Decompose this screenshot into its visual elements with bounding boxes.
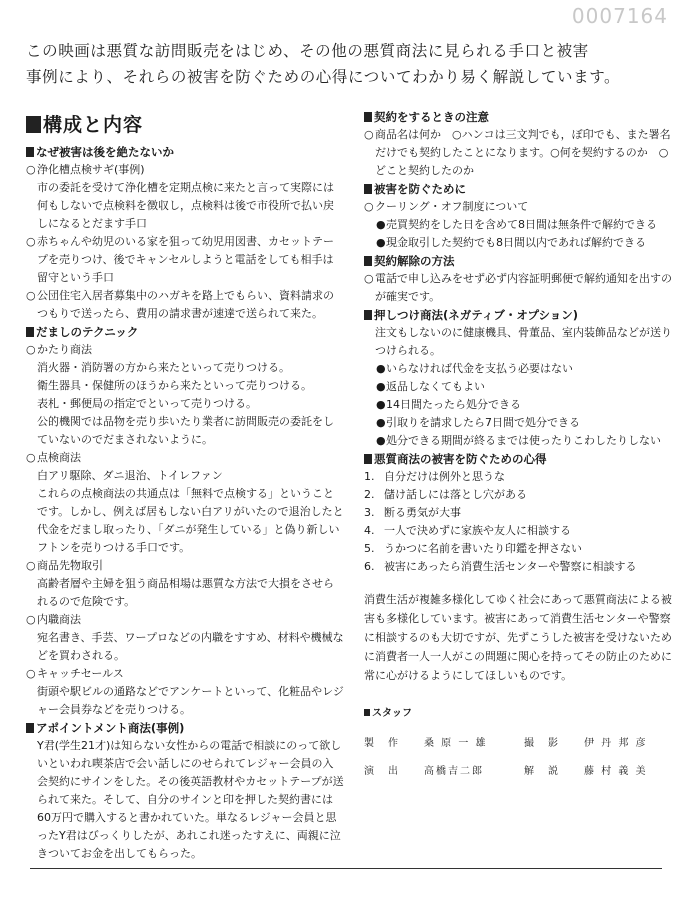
square-bullet-icon — [364, 256, 372, 266]
item-number: 5. — [364, 542, 375, 555]
item-number: 6. — [364, 560, 375, 573]
body-text: 公的機関では品物を売り歩いたり業者に訪問販売の委託をしていないのでだまされないように。 — [37, 415, 334, 446]
item-text: 商品先物取引 — [37, 559, 103, 572]
item-number: 1. — [364, 470, 375, 483]
staff-role: 撮 影 — [524, 738, 560, 749]
staff-credit — [524, 763, 674, 781]
subsection-heading — [26, 143, 344, 161]
item-text: 儲け話しには落とし穴がある — [384, 488, 527, 501]
subsection-heading-text: だましのテクニック — [36, 325, 139, 339]
page-stamp: 0007164 — [571, 4, 668, 28]
item-text: 内職商法 — [37, 613, 81, 626]
open-circle-bullet-icon: ○ — [364, 200, 374, 213]
staff-name: 桑 原 一 雄 — [424, 738, 488, 749]
intro-line: この映画は悪質な訪問販売をはじめ、その他の悪質商法に見られる手口と被害 — [26, 42, 589, 60]
numbered-item — [364, 468, 674, 486]
item-text: 14日間たったら処分できる — [386, 398, 521, 411]
staff-section — [364, 705, 674, 781]
subsection-heading — [26, 719, 344, 737]
open-circle-bullet-icon: ○ — [26, 235, 36, 248]
list-item — [26, 341, 344, 359]
square-bullet-icon — [364, 112, 372, 122]
item-text: 浄化槽点検サギ(事例) — [37, 163, 145, 176]
list-item — [364, 270, 674, 306]
open-circle-bullet-icon: ○ — [26, 343, 36, 356]
list-item — [26, 161, 344, 179]
item-text: 被害にあったら消費生活センターや警察に相談する — [384, 560, 637, 573]
subsection-heading — [364, 252, 674, 270]
open-circle-bullet-icon: ○ — [364, 128, 374, 141]
intro-paragraph — [26, 38, 671, 90]
bullet-item — [364, 234, 674, 252]
left-content — [26, 143, 344, 863]
staff-heading-text: スタッフ — [372, 708, 412, 719]
bullet-item — [364, 414, 674, 432]
list-item — [364, 126, 674, 180]
subsection-heading — [364, 180, 674, 198]
item-number: 4. — [364, 524, 375, 537]
item-text: 売買契約をした日を含めて8日間は無条件で解約できる — [386, 218, 657, 231]
list-item — [26, 557, 344, 575]
body-text: 消火器・消防署の方から来たといって売りつける。 — [37, 361, 290, 374]
body-text: Y君(学生21才)は知らない女性からの電話で相談にのって欲しいといわれ喫茶店で会い話しにのせられてレジャー会員の入会契約にサインをした。その後英語教材やカセットテープが送られて来た。そして、自分のサインと印を押した契約書には60万円で購入すると書かれていた。単なるレジャー会員と思ったY君はびっくりしたが、あれこれ迷ったすえに、両親に泣きついてお金を出してもらった。 — [37, 739, 344, 860]
body-text: 宛名書き、手芸、ワープロなどの内職をすすめ、材料や機械などを買わされる。 — [37, 631, 344, 662]
subsection-heading — [364, 306, 674, 324]
list-item — [364, 198, 674, 216]
bullet-item — [364, 396, 674, 414]
filled-circle-bullet-icon: ● — [376, 380, 386, 393]
staff-role: 演 出 — [364, 766, 400, 777]
item-text: かたり商法 — [37, 343, 92, 356]
closing-paragraph: 消費生活が複雑多様化してゆく社会にあって悪質商法による被害も多様化しています。被害にあって消費生活センターや警察に相談するのも大切ですが、先ずこうした被害を受けないために消費者一人一人がこの問題に関心を持ってその防止のために常に心がけるようにしてほしいものです。 — [364, 593, 672, 682]
numbered-item — [364, 540, 674, 558]
open-circle-bullet-icon: ○ — [364, 272, 374, 285]
staff-name: 伊 丹 邦 彦 — [584, 738, 648, 749]
staff-name: 藤 村 義 美 — [584, 766, 648, 777]
subsection-heading-text: 契約をするときの注意 — [374, 110, 489, 124]
staff-credits — [364, 735, 674, 781]
item-text: キャッチセールス — [37, 667, 124, 680]
body-text: 表札・郵便局の指定でといって売りつける。 — [37, 397, 257, 410]
subsection-heading — [364, 450, 674, 468]
list-item — [26, 287, 344, 323]
filled-circle-bullet-icon: ● — [376, 236, 386, 249]
staff-credit — [364, 735, 524, 753]
item-number: 3. — [364, 506, 375, 519]
subsection-heading-text: 悪質商法の被害を防ぐための心得 — [374, 452, 547, 466]
subsection-heading-text: アポイントメント商法(事例) — [36, 721, 185, 735]
subsection-heading-text: 被害を防ぐために — [374, 182, 466, 196]
left-column — [26, 112, 344, 863]
staff-name: 高橋吉二郎 — [424, 766, 484, 777]
item-text: いらなければ代金を支払う必要はない — [386, 362, 573, 375]
open-circle-bullet-icon: ○ — [26, 613, 36, 626]
staff-credit — [364, 763, 524, 781]
open-circle-bullet-icon: ○ — [26, 559, 36, 572]
filled-circle-bullet-icon: ● — [376, 398, 386, 411]
numbered-item — [364, 504, 674, 522]
item-text: 断る勇気が大事 — [384, 506, 461, 519]
filled-circle-bullet-icon: ● — [376, 434, 386, 447]
open-circle-bullet-icon: ○ — [26, 289, 36, 302]
staff-credit — [524, 735, 674, 753]
item-text: 引取りを請求したら7日間で処分できる — [386, 416, 580, 429]
body-text: 衛生器具・保健所のほうから来たといって売りつける。 — [37, 379, 312, 392]
item-text: 現金取引した契約でも8日間以内であれば解約できる — [386, 236, 646, 249]
right-column — [364, 108, 674, 781]
staff-role: 解 説 — [524, 766, 560, 777]
item-text: 点検商法 — [37, 451, 81, 464]
body-text: 白アリ駆除、ダニ退治、トイレファン — [37, 469, 223, 482]
numbered-item — [364, 558, 674, 576]
item-text: 赤ちゃんや幼児のいる家を狙って幼児用図書、カセットテープを売りつけ、後でキャンセルしようと電話をしても相手は留守という手口 — [37, 235, 334, 284]
item-text: 返品しなくてもよい — [386, 380, 485, 393]
section-heading — [26, 112, 344, 138]
subsection-heading — [364, 108, 674, 126]
filled-circle-bullet-icon: ● — [376, 362, 386, 375]
subsection-heading-text: 押しつけ商法(ネガティブ・オプション) — [374, 308, 579, 322]
item-text: 公団住宅入居者募集中のハガキを路上でもらい、資料請求のつもりで送ったら、費用の請求書が速達で送られて来た。 — [37, 289, 334, 320]
section-heading-text: 構成と内容 — [43, 114, 144, 136]
subsection-heading-text: 契約解除の方法 — [374, 254, 455, 268]
body-text: 注文もしないのに健康機具、骨董品、室内装飾品などが送りつけられる。 — [375, 326, 672, 357]
body-text: 高齢者層や主婦を狙う商品相場は悪質な方法で大損をさせられるので危険です。 — [37, 577, 334, 608]
list-item — [26, 449, 344, 467]
open-circle-bullet-icon: ○ — [26, 163, 36, 176]
list-item — [26, 611, 344, 629]
filled-circle-bullet-icon: ● — [376, 218, 386, 231]
bullet-item — [364, 432, 674, 450]
staff-heading — [364, 705, 674, 723]
item-number: 2. — [364, 488, 375, 501]
filled-circle-bullet-icon: ● — [376, 416, 386, 429]
bottom-divider — [30, 868, 662, 869]
item-text: 自分だけは例外と思うな — [384, 470, 505, 483]
bullet-item — [364, 216, 674, 234]
bullet-item — [364, 378, 674, 396]
square-bullet-icon — [364, 184, 372, 194]
body-text: これらの点検商法の共通点は「無料で点検する」ということです。しかし、例えば居もしない白アリがいたので退治したと代金をだまし取ったり、「ダニが発生している」と偽り新しいフトンを売りつける手口です。 — [37, 487, 344, 554]
item-text: 一人で決めずに家族や友人に相談する — [384, 524, 571, 537]
item-text: クーリング・オフ制度について — [375, 200, 529, 213]
open-circle-bullet-icon: ○ — [26, 451, 36, 464]
item-text: 電話で申し込みをせず必ず内容証明郵便で解約通知を出すのが確実です。 — [375, 272, 672, 303]
square-bullet-icon — [364, 310, 372, 320]
square-bullet-icon — [26, 116, 41, 133]
item-text: 商品名は何か ○ハンコは三文判でも，ぼ印でも、また署名だけでも契約したことになります。○何を契約するのか ○どこと契約したのか — [375, 128, 671, 177]
subsection-heading — [26, 323, 344, 341]
right-content — [364, 108, 674, 576]
intro-line: 事例により、それらの被害を防ぐための心得についてわかり易く解説しています。 — [26, 68, 621, 86]
bullet-item — [364, 360, 674, 378]
square-bullet-icon — [364, 709, 370, 716]
staff-role: 製 作 — [364, 738, 400, 749]
square-bullet-icon — [364, 454, 372, 464]
square-bullet-icon — [26, 327, 34, 337]
list-item — [26, 233, 344, 287]
body-text: 市の委託を受けて浄化槽を定期点検に来たと言って実際には何もしないで点検料を徴収し，点検料は後で市役所で払い戻しになるとだます手口 — [37, 181, 334, 230]
numbered-item — [364, 522, 674, 540]
square-bullet-icon — [26, 147, 34, 157]
open-circle-bullet-icon: ○ — [26, 667, 36, 680]
square-bullet-icon — [26, 723, 34, 733]
item-text: うかつに名前を書いたり印鑑を押さない — [384, 542, 582, 555]
numbered-item — [364, 486, 674, 504]
item-text: 処分できる期間が終るまでは使ったりこわしたりしない — [386, 434, 661, 447]
list-item — [26, 665, 344, 683]
body-text: 街頭や駅ビルの通路などでアンケートといって、化粧品やレジャー会員券などを売りつける。 — [37, 685, 344, 716]
subsection-heading-text: なぜ被害は後を絶たないか — [36, 145, 174, 159]
